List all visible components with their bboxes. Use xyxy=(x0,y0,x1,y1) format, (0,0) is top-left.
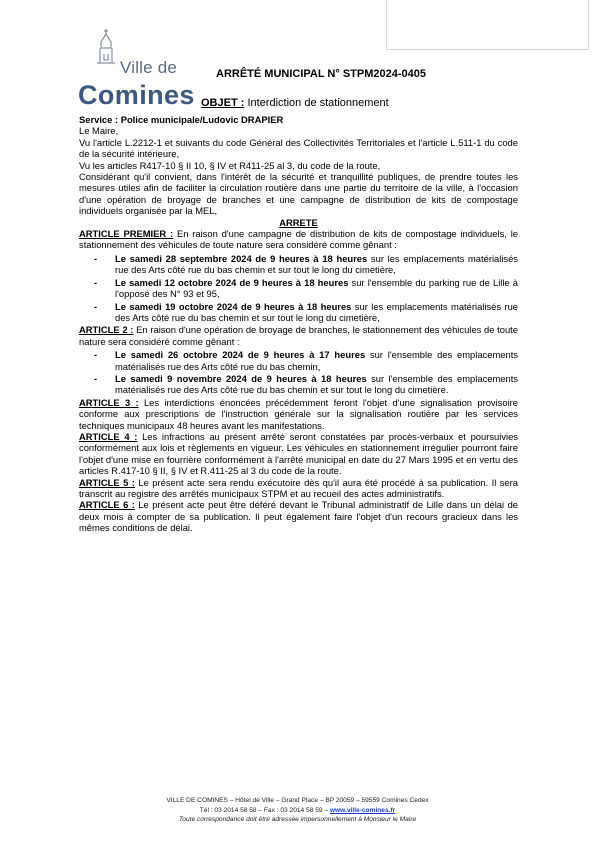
list-item-text: sur les emplacements matérialisés rue des Arts côté rue du bas chemin et sur tout le long du cimetière, xyxy=(115,252,518,276)
article-3-text: Les interdictions énoncées précédemment feront l'objet d'une signalisation provisoire conforme aux prescriptions de l'instruction générale sur la signalisation routière par les services techniques municipaux 48 heures avant les manifestations. xyxy=(79,396,518,431)
list-item-date: Le samedi 26 octobre 2024 de 9 heures à 17 heures xyxy=(115,349,366,361)
article-2-text: En raison d'une opération de broyage de branches, le stationnement des véhicules de toute nature sera considéré comme gênant : xyxy=(79,324,519,347)
stamp-area xyxy=(386,0,589,50)
article-1-label: ARTICLE PREMIER : xyxy=(79,228,174,240)
article-3-label: ARTICLE 3 : xyxy=(79,396,139,408)
footer-notice: Toute correspondance doit être adressée impersonnellement à Monsieur le Maire xyxy=(178,816,417,824)
list-item xyxy=(115,349,518,372)
footer-contact xyxy=(0,806,595,816)
article-6-text: Le présent acte peut être déféré devant le Tribunal administratif de Lille dans un délai de deux mois à compter de sa publication. Il peut également faire l'objet d'un recours gracieux dans les mêmes conditions de délai. xyxy=(79,499,518,534)
le-maire: Le Maire, xyxy=(79,125,119,137)
list-item-date: Le samedi 19 octobre 2024 de 9 heures à 18 heures xyxy=(115,300,352,312)
article-1-text: En raison d'une campagne de distribution de kits de compostage individuels, le stationnement des véhicules de toute nature sera considéré comme gênant : xyxy=(79,228,518,251)
considerant-paragraph: Considérant qu'il convient, dans l'intérêt de la sécurité et tranquillité publiques, de prendre toutes les mesures utiles afin de faciliter la circulation routière dans une partie du territoire de la ville, à l'occasion d'une opération de broyage de branches et une campagne de distribution de kits de compostage individuels organisée par la MEL, xyxy=(79,171,518,217)
footer-phone-fax: Tél : 03 2014 58 58 – Fax : 03 2014 58 59 – xyxy=(199,806,330,814)
article-3 xyxy=(79,397,518,431)
article-6 xyxy=(79,499,518,533)
objet-label: OBJET : xyxy=(201,97,245,109)
list-item-date: Le samedi 28 septembre 2024 de 9 heures à 18 heures xyxy=(115,252,368,264)
document-title: ARRÊTÉ MUNICIPAL N° STPM2024-0405 xyxy=(216,68,426,80)
footer-address: VILLE DE COMINES – Hôtel de Ville – Grand Place – BP 20059 – 59559 Comines Cedex xyxy=(166,797,429,804)
article-4-text: Les infractions au présent arrêté seront constatées par procès-verbaux et poursuivies conformément aux lois et règlements en vigueur. Les véhicules en stationnement irrégulier pourront faire l'objet d'une mise en fourrière conformément à l'arrêté municipal en date du 27 Mars 1995 et en vertu des articles R.417-10 § II, § IV et R.411-25 al 3 du code de la route. xyxy=(79,430,518,477)
vu-paragraph-2: Vu les articles R417-10 § II 10, § IV et R411-25 al 3, du code de la route, xyxy=(79,159,381,171)
list-item-date: Le samedi 12 octobre 2024 de 9 heures à 18 heures xyxy=(115,276,349,288)
service-line: Service : Police municipale/Ludovic DRAPIER xyxy=(79,114,284,125)
website-link[interactable]: www.ville-comines.fr xyxy=(329,806,396,814)
article-5-label: ARTICLE 5 : xyxy=(79,476,135,488)
footer xyxy=(0,796,595,825)
list-item-text: sur les emplacements matérialisés rue des Arts côté rue du bas chemin et sur tout le long du cimetière, xyxy=(115,300,518,323)
list-item-date: Le samedi 9 novembre 2024 de 9 heures à 18 heures xyxy=(115,372,367,384)
article-6-label: ARTICLE 6 : xyxy=(79,499,135,511)
list-item xyxy=(115,277,518,300)
document-body xyxy=(79,114,518,534)
article-4-label: ARTICLE 4 : xyxy=(79,430,138,442)
article-4 xyxy=(79,431,518,477)
arrete-heading: ARRETE xyxy=(279,216,318,228)
objet-line xyxy=(201,97,389,109)
list-item xyxy=(115,253,518,276)
list-item-text: sur l'ensemble des emplacements matérialisés rue des Arts côté rue du bas chemin et sur tout le long du cimetière. xyxy=(115,372,518,396)
church-tower-icon xyxy=(93,28,119,64)
list-item-text: sur l'ensemble des emplacements matérialisés rue des Arts côté rue du bas chemin, xyxy=(115,349,518,372)
list-item xyxy=(115,373,518,396)
article-5-text: Le présent acte sera rendu exécutoire dès qu'il aura été procédé à sa publication. Il sera transcrit au registre des arrêtés municipaux STPM et au recueil des actes administratifs. xyxy=(79,476,518,499)
list-item xyxy=(115,301,518,324)
vu-paragraph-1: Vu l'article L.2212-1 et suivants du code Général des Collectivités Territoriales et l'article L.511-1 du code de la sécurité intérieure, xyxy=(79,136,518,160)
article-2 xyxy=(79,324,518,347)
article-2-label: ARTICLE 2 : xyxy=(79,324,134,336)
logo-ville-de: Ville de xyxy=(120,58,178,77)
article-1 xyxy=(79,228,518,251)
objet-text: Interdiction de stationnement xyxy=(244,97,389,109)
ville-de-comines-logo xyxy=(78,28,196,108)
list-item-text: sur l'ensemble du parking rue de Lille à l'opposé des N° 93 et 95, xyxy=(115,276,518,300)
article-1-list xyxy=(79,253,518,323)
logo-comines: Comines xyxy=(78,80,195,110)
article-2-list xyxy=(79,349,518,396)
article-5 xyxy=(79,477,518,500)
